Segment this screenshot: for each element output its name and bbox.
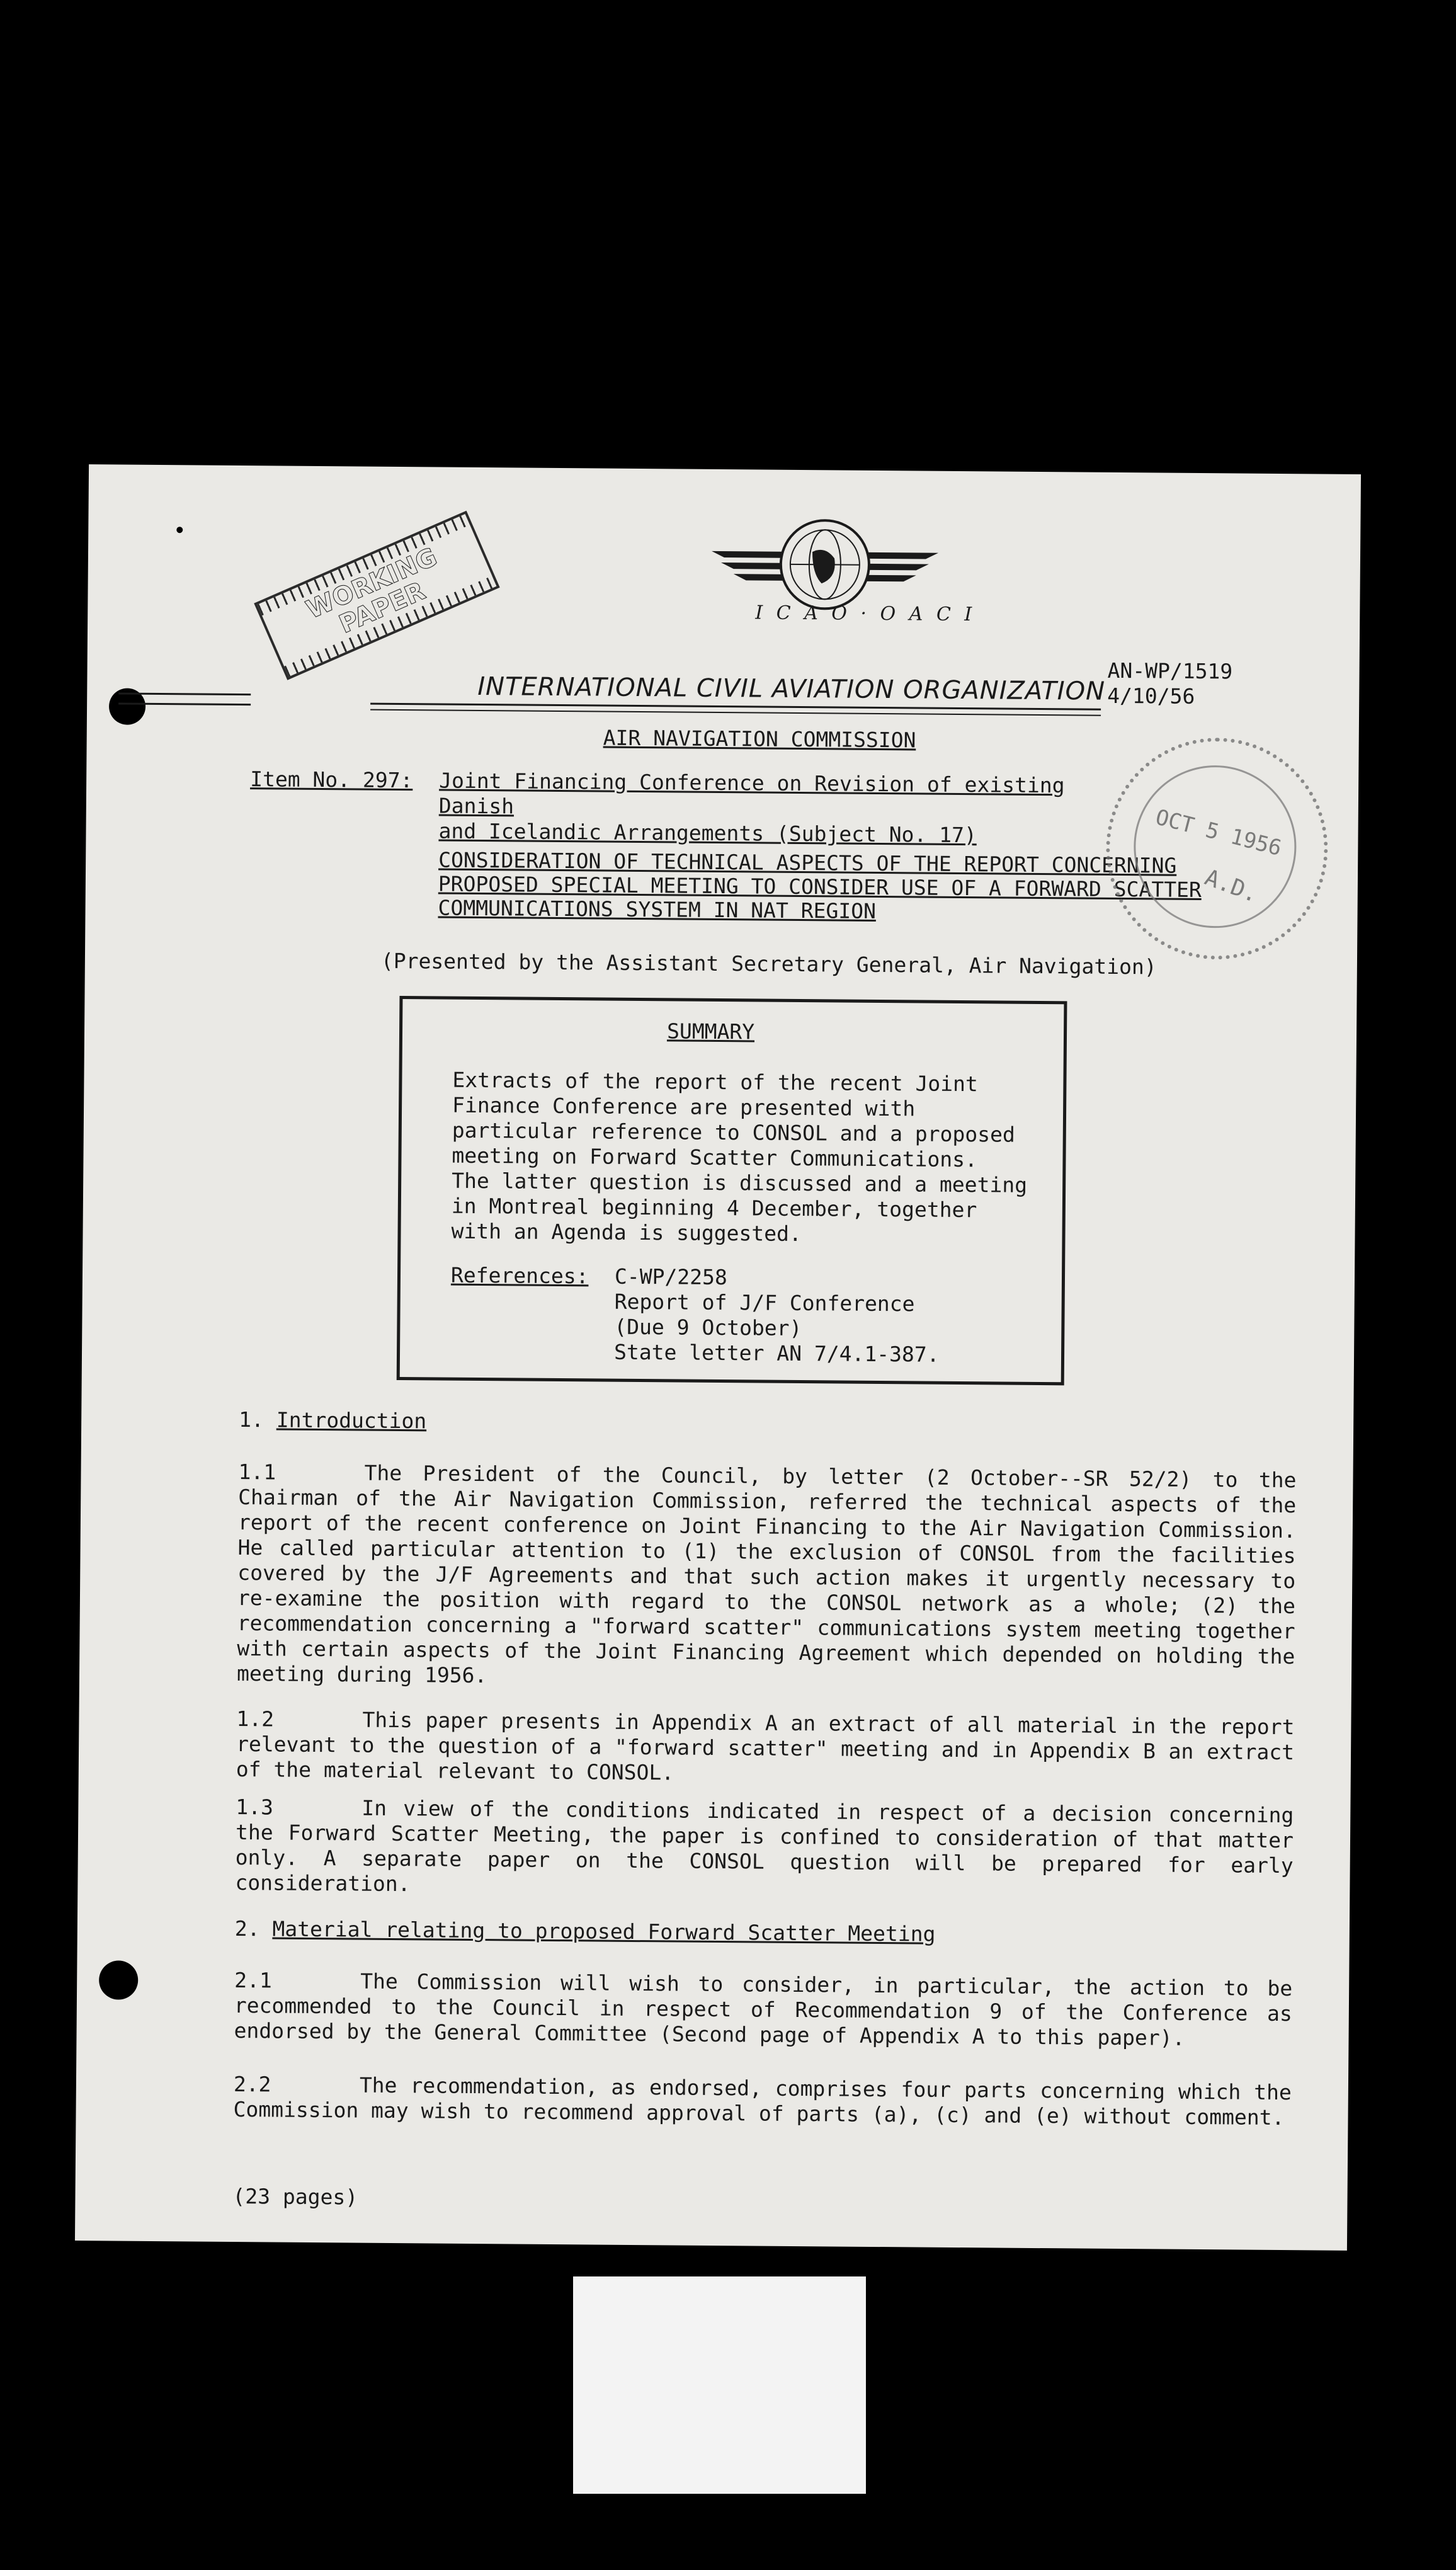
paragraph-text: The Commission will wish to consider, in particular, the action to be recommended to the Council in respect of Recommendation 9 of the Conference as endorsed by the General Committee (Second page of Appendix A to this paper).: [234, 1968, 1293, 2050]
page-count: (23 pages): [232, 2183, 358, 2210]
presented-by: (Presented by the Assistant Secretary General, Air Navigation): [380, 948, 1157, 979]
speck: [176, 527, 183, 533]
paragraph-number: 2.2: [233, 2071, 271, 2097]
references-list: C-WP/2258 Report of J/F Conference (Due 9 October) State letter AN 7/4.1-387.: [613, 1264, 940, 1367]
logo-caption: I C A O · O A C I: [755, 602, 976, 626]
paragraph-1-2: [236, 1706, 1295, 1790]
section-1-title: Introduction: [276, 1407, 427, 1434]
received-date-stamp-date: OCT 5 1956: [1152, 804, 1285, 862]
paragraph-text: The recommendation, as endorsed, comprises four parts concerning which the Commission may wish to recommend approval of parts (a), (c) and (e) without comment.: [233, 2072, 1292, 2130]
section-1-number: 1.: [239, 1407, 264, 1432]
section-2-heading: [235, 1916, 936, 1947]
paragraph-1-1: [237, 1459, 1297, 1694]
paragraph-text: The President of the Council, by letter (2 October--SR 52/2) to the Chairman of the Air Navigation Commission, referred the technical aspects of the report of the recent conference on Joint Financing to the Air Navigation Commission. He called particular attention to (1) the exclusion of CONSOL from the facilities covered by the J/F Agreements and that such action makes it urgently necessary to re-examine the position with regard to the CONSOL network as a whole; (2) the recommendation concerning a "forward scatter" communications system meeting together with certain aspects of the Joint Financing Agreement which depended on holding the meeting during 1956.: [236, 1460, 1297, 1688]
received-date-stamp-code: A.D.: [1201, 864, 1262, 908]
document-reference: [1107, 658, 1232, 710]
consideration-heading: CONSIDERATION OF TECHNICAL ASPECTS OF THE REPORT CONCERNING PROPOSED SPECIAL MEETING TO CONSIDER USE OF A FORWARD SCATTER COMMUNICATIONS SYSTEM IN NAT REGION: [438, 847, 1202, 923]
item-title-line-1: Joint Financing Conference on Revision of existing Danish: [438, 768, 1065, 819]
section-2-title: Material relating to proposed Forward Scatter Meeting: [272, 1916, 936, 1946]
paragraph-2-2: [233, 2072, 1292, 2130]
summary-box: [397, 996, 1067, 1385]
organization-title: INTERNATIONAL CIVIL AVIATION ORGANIZATION: [477, 671, 1106, 706]
paragraph-number: 2.1: [234, 1968, 272, 1993]
received-date-stamp: [1105, 737, 1329, 961]
working-paper-stamp: [254, 511, 499, 680]
document-date: 4/10/56: [1107, 683, 1195, 709]
summary-title: SUMMARY: [666, 1019, 755, 1044]
item-title-line-2: and Icelandic Arrangements (Subject No. 17): [438, 818, 977, 848]
paragraph-number: 1.1: [238, 1459, 276, 1485]
punch-hole-bottom: [99, 1960, 138, 1999]
item-title: [438, 768, 1132, 849]
paragraph-text: In view of the conditions indicated in respect of a decision concerning the Forward Scatter Meeting, the paper is confined to consideration of that matter only. A separate paper on the CONSOL question will be prepared for early consideration.: [235, 1795, 1294, 1897]
commission-heading: AIR NAVIGATION COMMISSION: [603, 725, 916, 753]
working-paper-stamp-text: WORKING PAPER: [262, 525, 492, 666]
summary-text: Extracts of the report of the recent Joint Finance Conference are presented with particular reference to CONSOL and a proposed meeting on Forward Scatter Communications. The latter question is discussed and a meeting in Montreal beginning 4 December, together with an Agenda is suggested.: [451, 1067, 1028, 1247]
paragraph-text: This paper presents in Appendix A an extract of all material in the report relevant to the question of a "forward scatter" meeting and in Appendix B an extract of the material relevant to CONSOL.: [236, 1707, 1295, 1785]
document-page: [75, 464, 1361, 2251]
paragraph-number: 1.3: [236, 1795, 274, 1820]
references-label: References:: [450, 1262, 589, 1289]
paragraph-2-1: [234, 1968, 1292, 2052]
blank-card: [573, 2276, 866, 2494]
section-1-heading: [239, 1407, 426, 1434]
header-rule-2: [370, 709, 1101, 716]
paragraph-number: 1.2: [236, 1706, 275, 1732]
paragraph-1-3: [235, 1795, 1294, 1904]
section-2-number: 2.: [234, 1916, 260, 1941]
item-number: Item No. 297:: [250, 767, 413, 793]
document-number: AN-WP/1519: [1107, 658, 1233, 684]
